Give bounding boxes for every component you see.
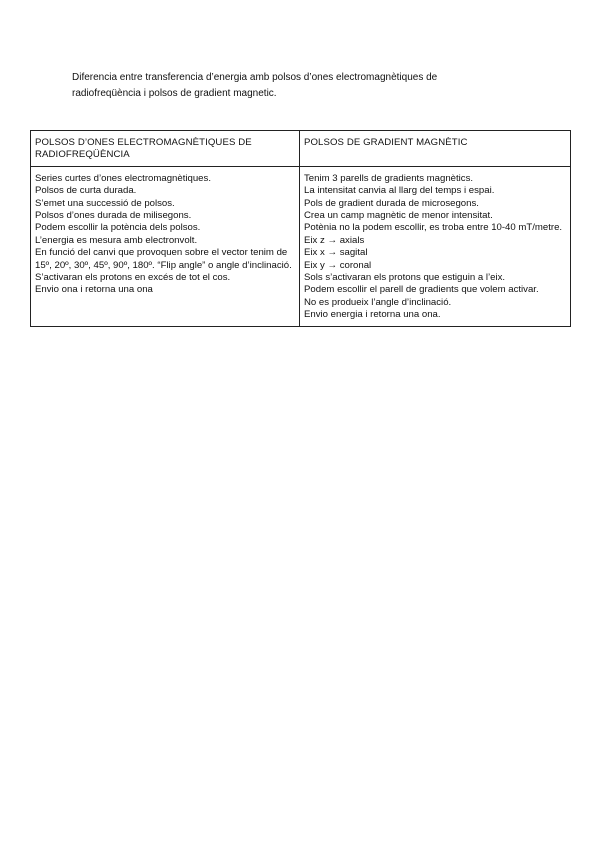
- rf-line: Polsos d’ones durada de milisegons.: [35, 210, 192, 222]
- rf-line: L’energia es mesura amb electronvolt.: [35, 234, 198, 246]
- rf-line: Polsos de curta durada.: [35, 185, 137, 197]
- gradient-line: Tenim 3 parells de gradients magnètics.: [304, 172, 474, 184]
- rf-line: En funció del canvi que provoquen sobre el vector tenim de 15º, 20º, 30º, 45º, 90º, 180º. “Flip angle” o angle d’inclinació.: [35, 247, 292, 271]
- gradient-line: Podem escollir el parell de gradients que volem activar.: [304, 284, 539, 296]
- intro-paragraph: [72, 70, 542, 102]
- gradient-line: No es produeix l’angle d’inclinació.: [304, 296, 452, 308]
- rf-line: Podem escollir la potència dels polsos.: [35, 222, 201, 234]
- gradient-line: Sols s’activaran els protons que estiguin a l’eix.: [304, 272, 506, 284]
- intro-line-1: Diferencia entre transferencia d’energia amb polsos d’ones electromagnètiques de: [72, 72, 438, 83]
- gradient-pulses-cell: [300, 166, 571, 326]
- gradient-line: Crea un camp magnètic de menor intensitat.: [304, 210, 493, 222]
- gradient-line: Envio energia i retorna una ona.: [304, 309, 441, 321]
- rf-line: S’emet una successió de polsos.: [35, 197, 175, 209]
- intro-line-2: radiofreqüència i polsos de gradient magnetic.: [72, 88, 277, 99]
- gradient-line: Eix z → axials: [304, 234, 365, 246]
- gradient-line: Potènia no la podem escollir, es troba entre 10-40 mT/metre.: [304, 222, 563, 234]
- table-body-row: [31, 166, 571, 326]
- table-header-row: [31, 131, 571, 167]
- rf-line: S’activaran els protons en excés de tot el cos.: [35, 272, 231, 284]
- gradient-line: Pols de gradient durada de microsegons.: [304, 197, 479, 209]
- gradient-line: La intensitat canvia al llarg del temps i espai.: [304, 185, 495, 197]
- rf-line: Envio ona i retorna una ona: [35, 284, 153, 296]
- gradient-line: Eix y → coronal: [304, 259, 372, 271]
- header-rf-pulses: POLSOS D’ONES ELECTROMAGNÈTIQUES DE RADIOFREQÜÈNCIA: [31, 131, 300, 167]
- gradient-line: Eix x → sagital: [304, 247, 368, 259]
- header-gradient-pulses: POLSOS DE GRADIENT MAGNÈTIC: [300, 131, 571, 167]
- rf-line: Series curtes d’ones electromagnètiques.: [35, 172, 211, 184]
- rf-pulses-cell: [31, 166, 300, 326]
- comparison-table: [30, 130, 571, 327]
